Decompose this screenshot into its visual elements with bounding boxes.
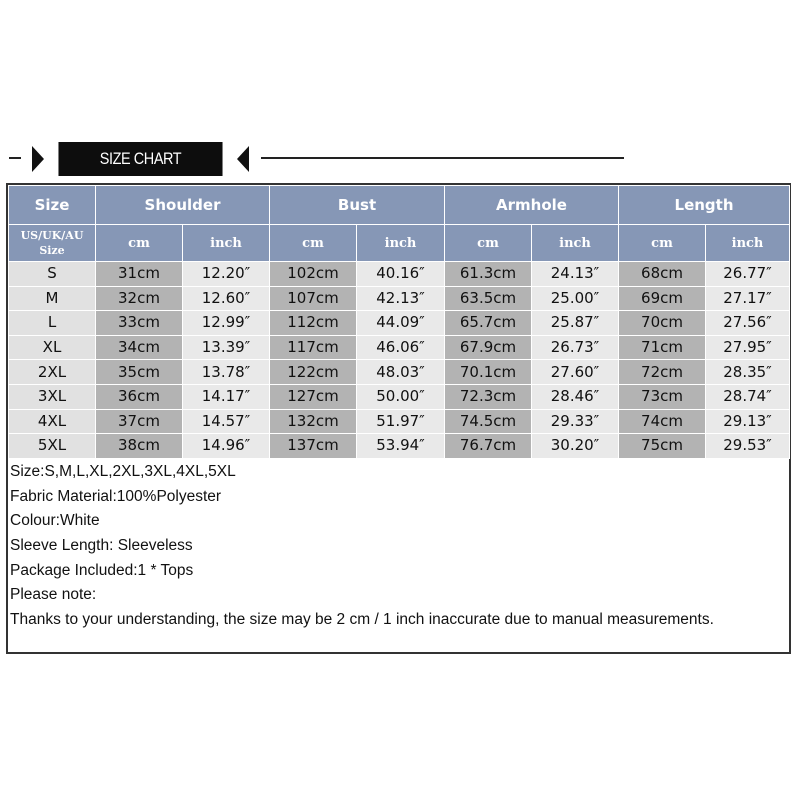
unit-cm: cm [619,225,706,262]
table-row [9,335,790,360]
bust-cm-cell: 137cm [270,434,357,459]
armhole-cm-cell: 70.1cm [445,360,532,385]
length-inch-cell: 28.74″ [706,384,790,409]
bust-cm-cell: 122cm [270,360,357,385]
header-size: Size [9,186,96,225]
ribbon-left-tail [32,146,44,172]
length-inch-cell: 27.17″ [706,286,790,311]
shoulder-cm-cell: 33cm [96,311,183,336]
header-armhole: Armhole [445,186,619,225]
length-inch-cell: 29.53″ [706,434,790,459]
shoulder-inch-cell: 13.39″ [183,335,270,360]
ribbon-right-tail [237,146,249,172]
note-line: Sleeve Length: Sleeveless [10,537,193,555]
armhole-inch-cell: 27.60″ [532,360,619,385]
bust-inch-cell: 46.06″ [357,335,445,360]
shoulder-cm-cell: 35cm [96,360,183,385]
shoulder-cm-cell: 37cm [96,409,183,434]
armhole-inch-cell: 26.73″ [532,335,619,360]
header-bust: Bust [270,186,445,225]
title-dash [9,157,21,159]
length-cm-cell: 75cm [619,434,706,459]
shoulder-inch-cell: 14.57″ [183,409,270,434]
length-inch-cell: 27.95″ [706,335,790,360]
bust-cm-cell: 107cm [270,286,357,311]
shoulder-inch-cell: 14.17″ [183,384,270,409]
size-cell: L [9,311,96,336]
bust-inch-cell: 51.97″ [357,409,445,434]
size-table [8,185,790,459]
length-inch-cell: 27.56″ [706,311,790,336]
bust-cm-cell: 127cm [270,384,357,409]
size-label-bottom: Size [39,244,65,257]
armhole-inch-cell: 24.13″ [532,262,619,287]
bust-inch-cell: 50.00″ [357,384,445,409]
armhole-cm-cell: 65.7cm [445,311,532,336]
size-cell: 3XL [9,384,96,409]
size-chart-banner: SIZE CHART [58,142,222,176]
bust-cm-cell: 112cm [270,311,357,336]
shoulder-cm-cell: 32cm [96,286,183,311]
table-row [9,311,790,336]
shoulder-cm-cell: 31cm [96,262,183,287]
table-row [9,384,790,409]
shoulder-inch-cell: 12.99″ [183,311,270,336]
size-label-top: US/UK/AU [20,229,84,242]
bust-cm-cell: 117cm [270,335,357,360]
length-cm-cell: 70cm [619,311,706,336]
size-rows [9,262,790,459]
note-line: Package Included:1 * Tops [10,561,194,579]
armhole-inch-cell: 28.46″ [532,384,619,409]
armhole-cm-cell: 74.5cm [445,409,532,434]
armhole-cm-cell: 61.3cm [445,262,532,287]
armhole-inch-cell: 25.00″ [532,286,619,311]
shoulder-inch-cell: 13.78″ [183,360,270,385]
unit-cm: cm [96,225,183,262]
armhole-cm-cell: 63.5cm [445,286,532,311]
bust-cm-cell: 102cm [270,262,357,287]
armhole-inch-cell: 25.87″ [532,311,619,336]
bust-inch-cell: 53.94″ [357,434,445,459]
bust-cm-cell: 132cm [270,409,357,434]
shoulder-inch-cell: 12.20″ [183,262,270,287]
title-rule [261,157,624,159]
size-cell: 2XL [9,360,96,385]
length-cm-cell: 73cm [619,384,706,409]
unit-inch: inch [357,225,445,262]
bust-inch-cell: 44.09″ [357,311,445,336]
shoulder-cm-cell: 38cm [96,434,183,459]
header-us-uk-au-size [9,225,96,262]
length-cm-cell: 72cm [619,360,706,385]
armhole-cm-cell: 72.3cm [445,384,532,409]
note-line: Fabric Material:100%Polyester [10,487,222,505]
unit-inch: inch [183,225,270,262]
shoulder-cm-cell: 34cm [96,335,183,360]
shoulder-inch-cell: 12.60″ [183,286,270,311]
length-inch-cell: 29.13″ [706,409,790,434]
header-shoulder: Shoulder [96,186,270,225]
table-row [9,360,790,385]
armhole-inch-cell: 29.33″ [532,409,619,434]
header-length: Length [619,186,790,225]
armhole-cm-cell: 67.9cm [445,335,532,360]
table-row [9,262,790,287]
armhole-cm-cell: 76.7cm [445,434,532,459]
size-cell: S [9,262,96,287]
length-cm-cell: 69cm [619,286,706,311]
shoulder-inch-cell: 14.96″ [183,434,270,459]
unit-header-row [9,225,790,262]
product-notes [10,460,788,633]
size-cell: XL [9,335,96,360]
bust-inch-cell: 42.13″ [357,286,445,311]
unit-inch: inch [706,225,790,262]
note-line: Please note: [10,586,97,604]
bust-inch-cell: 40.16″ [357,262,445,287]
note-line: Size:S,M,L,XL,2XL,3XL,4XL,5XL [10,463,236,480]
length-cm-cell: 71cm [619,335,706,360]
shoulder-cm-cell: 36cm [96,384,183,409]
note-line: Colour:White [10,512,100,530]
bust-inch-cell: 48.03″ [357,360,445,385]
size-cell: 4XL [9,409,96,434]
unit-cm: cm [445,225,532,262]
table-row [9,409,790,434]
unit-inch: inch [532,225,619,262]
length-inch-cell: 26.77″ [706,262,790,287]
size-cell: 5XL [9,434,96,459]
armhole-inch-cell: 30.20″ [532,434,619,459]
unit-cm: cm [270,225,357,262]
group-header-row [9,186,790,225]
table-row [9,434,790,459]
length-inch-cell: 28.35″ [706,360,790,385]
length-cm-cell: 68cm [619,262,706,287]
note-line: Thanks to your understanding, the size may be 2 cm / 1 inch inaccurate due to manual measurements. [10,611,714,629]
length-cm-cell: 74cm [619,409,706,434]
size-cell: M [9,286,96,311]
table-row [9,286,790,311]
